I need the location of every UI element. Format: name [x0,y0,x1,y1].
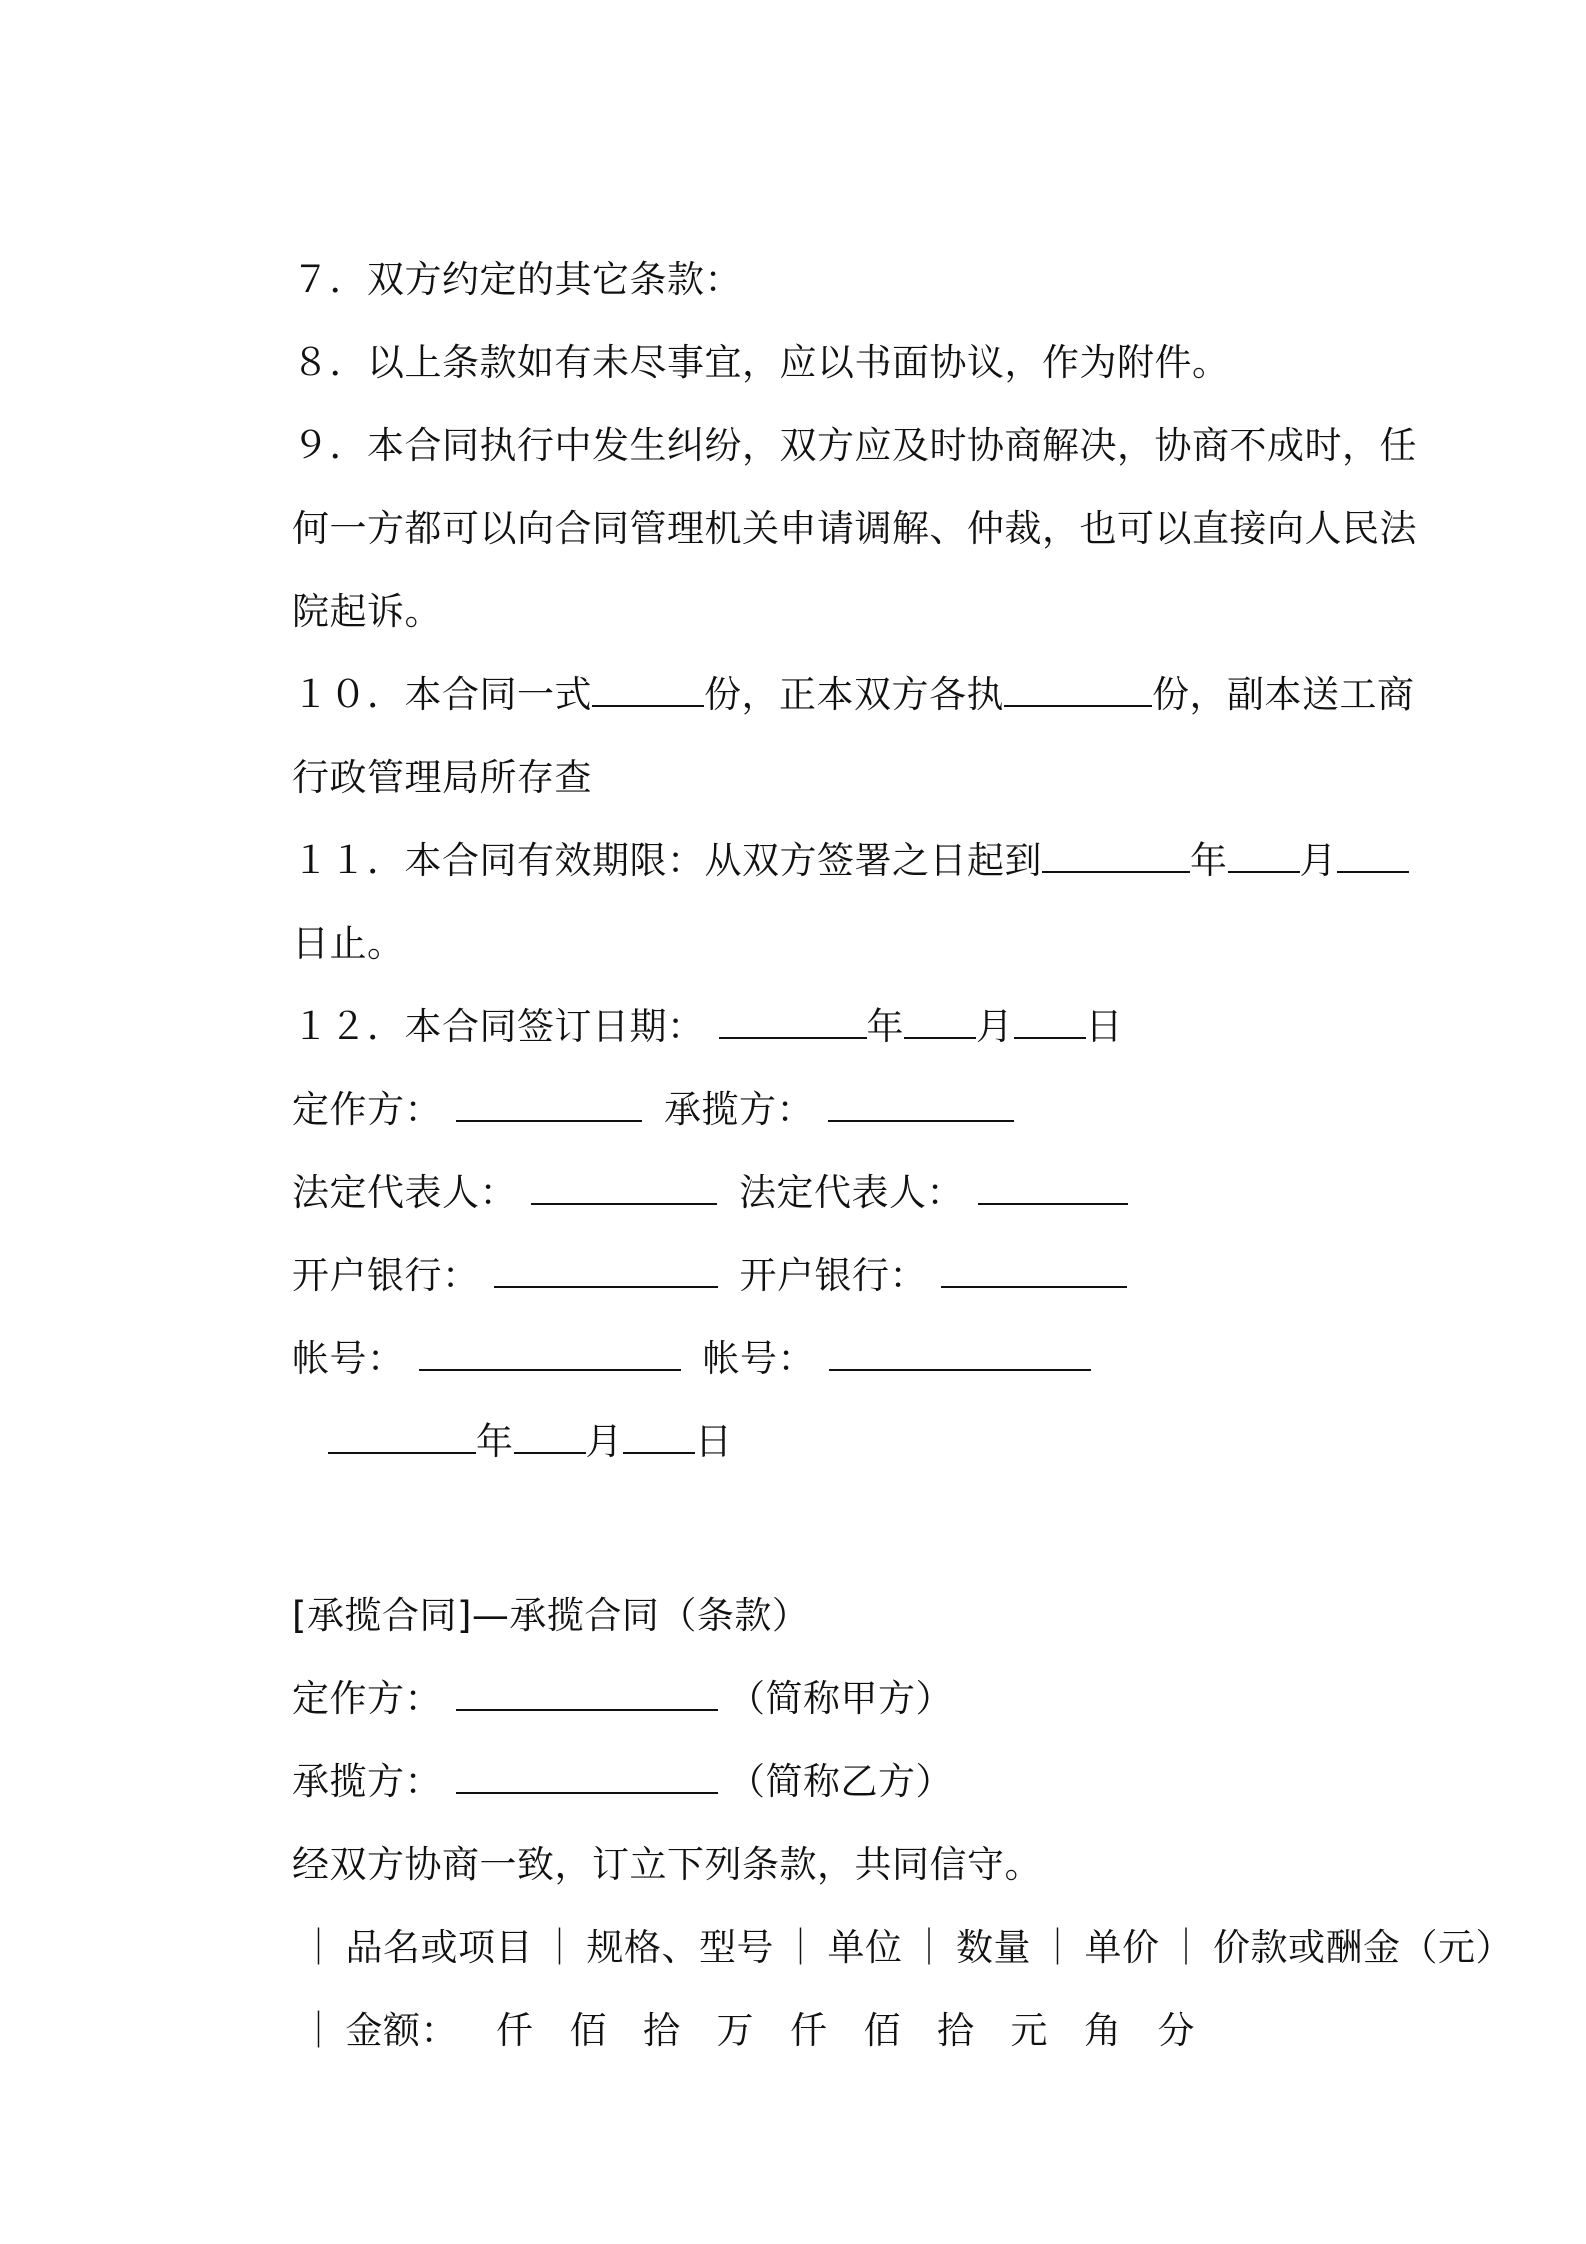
legal-rep-orderer-blank[interactable] [531,1169,717,1205]
clause-10-text-2: 份，正本双方各执 [704,673,1005,716]
clause-9-text-1: ９．本合同执行中发生纠纷，双方应及时协商解决，协商不成时，任 [292,424,1418,467]
second-orderer-row [243,1624,954,1720]
clause-12 [243,952,1124,1048]
amount-unit-shi: 拾 [937,2009,975,2052]
second-orderer-label: 定作方： [292,1677,443,1720]
clause-11-year: 年 [1190,839,1228,882]
second-contract-intro-text: 经双方协商一致，订立下列条款，共同信守。 [292,1843,1043,1886]
orderer-blank[interactable] [456,1086,642,1122]
amount-unit-fen: 分 [1157,2009,1196,2052]
signature-day-blank[interactable] [623,1418,695,1454]
amount-row: ｜ 金额： 仟 佰 拾 万 仟 佰 拾 元 角 分 [300,2009,1196,2052]
account-label-contractor: 帐号： [702,1337,816,1380]
clause-10-text-1: １０．本合同一式 [292,673,593,716]
signing-month-blank[interactable] [904,1003,976,1039]
clause-12-year: 年 [866,1005,905,1048]
account-label-orderer: 帐号： [292,1337,405,1380]
clause-7-text: ７．双方约定的其它条款： [292,258,743,301]
clause-10-text-4: 行政管理局所存查 [292,756,593,799]
orderer-label: 定作方： [292,1088,443,1131]
validity-month-blank[interactable] [1228,837,1300,873]
legal-rep-label-orderer: 法定代表人： [292,1171,518,1214]
amount-unit-qian: 仟 [790,2009,828,2052]
account-orderer-blank[interactable] [419,1335,681,1371]
validity-year-blank[interactable] [1042,837,1190,873]
signature-legal-rep-row [243,1118,1128,1214]
table-header-spec: 规格、型号 [586,1926,775,1969]
clause-7 [243,205,743,301]
clause-11-text-2: 日止。 [292,922,405,965]
clause-12-label: １２．本合同签订日期： [292,1005,705,1048]
account-contractor-blank[interactable] [829,1335,1091,1371]
signing-year-blank[interactable] [719,1003,867,1039]
table-header-quantity: 数量 [956,1926,1032,1969]
clause-11-text-1: １１．本合同有效期限：从双方签署之日起到 [292,839,1043,882]
second-orderer-blank[interactable] [456,1675,718,1711]
bank-label-contractor: 开户银行： [739,1254,928,1297]
signature-year-blank[interactable] [328,1418,476,1454]
clause-10-line-1 [243,620,1415,716]
bank-orderer-blank[interactable] [494,1252,718,1288]
copies-total-blank[interactable] [592,671,704,707]
signature-month: 月 [585,1420,624,1463]
clause-9-line-1 [243,371,1418,467]
clause-9-text-3: 院起诉。 [292,590,443,633]
second-contractor-blank[interactable] [456,1758,718,1794]
amount-unit-yuan: 元 [1010,2009,1049,2052]
legal-rep-contractor-blank[interactable] [978,1169,1128,1205]
amount-unit-jiao: 角 [1084,2009,1122,2052]
second-contractor-label: 承揽方： [292,1760,443,1803]
table-header-unit: 单位 [827,1926,903,1969]
clause-12-day: 日 [1085,1005,1124,1048]
clause-9-line-2 [243,454,1418,550]
amount-label: 金额： [345,2009,459,2052]
copies-each-blank[interactable] [1004,671,1152,707]
table-header-amount: 价款或酬金（元） [1213,1926,1514,1969]
amount-unit-bai: 佰 [863,2009,902,2052]
table-header-unit-price: 单价 [1084,1926,1160,1969]
amount-unit-qian-wan: 仟 [496,2009,534,2052]
signing-day-blank[interactable] [1014,1003,1086,1039]
clause-12-month: 月 [976,1005,1014,1048]
signature-month-blank[interactable] [514,1418,586,1454]
second-contract-intro [243,1790,1043,1886]
signature-bank-row [243,1201,1127,1297]
clause-8 [243,288,1230,384]
legal-rep-label-contractor: 法定代表人： [739,1171,965,1214]
clause-9-text-2: 何一方都可以向合同管理机关申请调解、仲裁，也可以直接向人民法 [292,507,1418,550]
contractor-blank[interactable] [828,1086,1014,1122]
signature-parties-row [243,1035,1014,1131]
table-header-item: 品名或项目 [345,1926,534,1969]
signature-date-row [279,1367,733,1463]
second-contract-title-text: [承揽合同]—承揽合同（条款） [292,1594,810,1637]
bank-contractor-blank[interactable] [941,1252,1127,1288]
second-contract-title [243,1541,810,1637]
signature-day: 日 [695,1420,733,1463]
signature-account-row [243,1284,1091,1380]
contractor-label: 承揽方： [664,1088,815,1131]
second-contractor-note: （简称乙方） [728,1760,954,1803]
clause-10-line-2 [243,703,593,799]
clause-8-text: ８．以上条款如有未尽事宜，应以书面协议，作为附件。 [292,341,1230,384]
second-contractor-row [243,1707,954,1803]
clause-9-line-3 [243,537,443,633]
amount-unit-bai-wan: 佰 [569,2009,608,2052]
clause-10-text-3: 份，副本送工商 [1152,673,1415,716]
amount-unit-shi-wan: 拾 [643,2009,681,2052]
bank-label-orderer: 开户银行： [292,1254,480,1297]
clause-11-line-2 [243,869,405,965]
amount-unit-wan: 万 [716,2009,755,2052]
clause-11-month: 月 [1299,839,1338,882]
second-orderer-note: （简称甲方） [728,1677,954,1720]
signature-year: 年 [476,1420,514,1463]
goods-table-header-row: ｜ 品名或项目 ｜ 规格、型号 ｜ 单位 ｜ 数量 ｜ 单价 ｜ 价款或酬金（元） [300,1926,1514,1969]
clause-11-line-1 [243,786,1409,882]
validity-day-blank[interactable] [1337,837,1409,873]
